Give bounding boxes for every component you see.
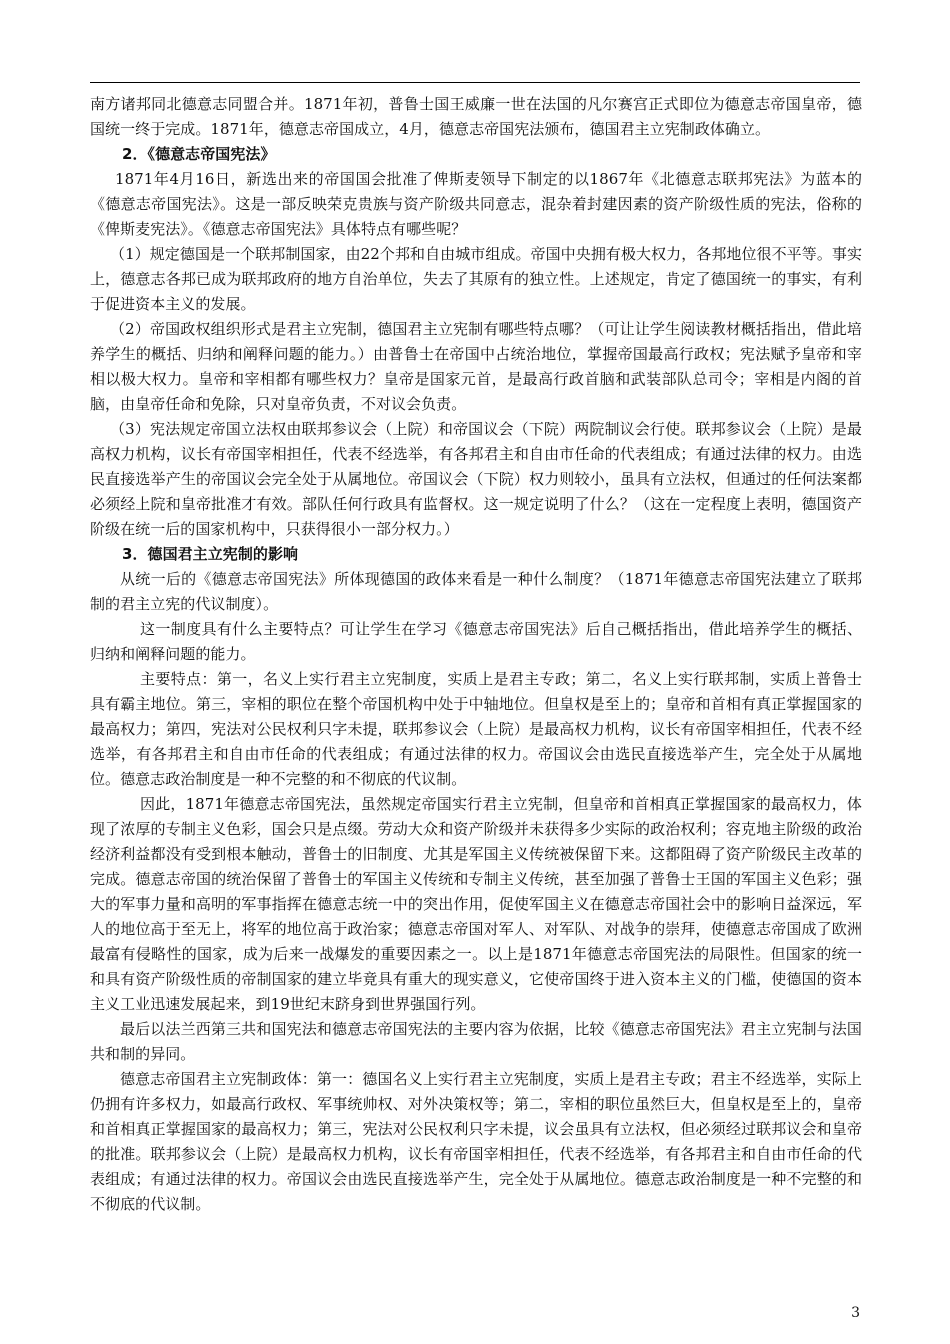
section-heading: 3．德国君主立宪制的影响: [122, 545, 299, 563]
paragraph: 因此，1871年德意志帝国宪法，虽然规定帝国实行君主立宪制，但皇帝和首相真正掌握国家的最高权力，体现了浓厚的专制主义色彩，国会只是点缀。劳动大众和资产阶级并未获得多少实际的政治权利；容克地主阶级的政治经济利益都没有受到根本触动，普鲁士的旧制度、尤其是军国主义传统被保留下来。这都阻碍了资产阶级民主改革的完成。德意志帝国的统治保留了普鲁士的军国主义传统和专制主义传统，甚至加强了普鲁士王国的军国主义色彩；强大的军事力量和高明的军事指挥在德意志统一中的突出作用，促使军国主义在德意志帝国社会中的影响日益深远，军人的地位高于至无上，将军的地位高于政治家；德意志帝国对军人、对军队、对战争的崇拜，使德意志帝国成了欧洲最富有侵略性的国家，成为后来一战爆发的重要因素之一。以上是1871年德意志帝国宪法的局限性。但国家的统一和具有资产阶级性质的帝制国家的建立毕竟具有重大的现实意义，它使帝国终于进入资本主义的门槛，使德国的资本主义工业迅速发展起来，到19世纪末跻身到世界强国行列。: [90, 795, 862, 1013]
header-rule: [90, 82, 860, 83]
page-number: 3: [851, 1305, 860, 1321]
paragraph: 最后以法兰西第三共和国宪法和德意志帝国宪法的主要内容为依据，比较《德意志帝国宪法》君主立宪制与法国共和制的异同。: [90, 1020, 862, 1063]
section-heading: 2．《德意志帝国宪法》: [122, 145, 276, 163]
paragraph: 从统一后的《德意志帝国宪法》所体现德国的政体来看是一种什么制度？（1871年德意志帝国宪法建立了联邦制的君主立宪的代议制度）。: [90, 570, 862, 613]
paragraph: 这一制度具有什么主要特点？可让学生在学习《德意志帝国宪法》后自己概括指出，借此培养学生的概括、归纳和阐释问题的能力。: [90, 620, 862, 663]
paragraph: 德意志帝国君主立宪制政体：第一：德国名义上实行君主立宪制度，实质上是君主专政；君主不经选举，实际上仍拥有许多权力，如最高行政权、军事统帅权、对外决策权等；第二，宰相的职位虽然巨大，但皇权是至上的，皇帝和首相真正掌握国家的最高权力；第三，宪法对公民权利只字未提，议会虽具有立法权，但必须经过联邦议会和皇帝的批准。联邦参议会（上院）是最高权力机构，议长有帝国宰相担任，代表不经选举，有各邦君主和自由市任命的代表组成；有通过法律的权力。帝国议会由选民直接选举产生，完全处于从属地位。德意志政治制度是一种不完整的和不彻底的代议制。: [90, 1070, 862, 1213]
paragraph: 1871年4月16日，新选出来的帝国国会批准了俾斯麦领导下制定的以1867年《北德意志联邦宪法》为蓝本的《德意志帝国宪法》。这是一部反映荣克贵族与资产阶级共同意志，混杂着封建因素的资产阶级性质的宪法，俗称的《俾斯麦宪法》。《德意志帝国宪法》具体特点有哪些呢？: [90, 170, 862, 238]
paragraph: 主要特点：第一，名义上实行君主立宪制度，实质上是君主专政；第二，名义上实行联邦制，实质上普鲁士具有霸主地位。第三，宰相的职位在整个帝国机构中处于中轴地位。但皇权是至上的；皇帝和首相有真正掌握国家的最高权力；第四，宪法对公民权利只字未提，联邦参议会（上院）是最高权力机构，议长有帝国宰相担任，代表不经选举，有各邦君主和自由市任命的代表组成；有通过法律的权力。帝国议会由选民直接选举产生，完全处于从属地位。德意志政治制度是一种不完整的和不彻底的代议制。: [90, 670, 862, 788]
paragraph: 南方诸邦同北德意志同盟合并。1871年初，普鲁士国王威廉一世在法国的凡尔赛宫正式即位为德意志帝国皇帝，德国统一终于完成。1871年，德意志帝国成立，4月，德意志帝国宪法颁布，德国君主立宪制政体确立。: [90, 95, 862, 138]
paragraph: （3）宪法规定帝国立法权由联邦参议会（上院）和帝国议会（下院）两院制议会行使。联邦参议会（上院）是最高权力机构，议长有帝国宰相担任，代表不经选举，有各邦君主和自由市任命的代表组成；有通过法律的权力。由选民直接选举产生的帝国议会完全处于从属地位。帝国议会（下院）权力则较小，虽具有立法权，但通过的任何法案都必须经上院和皇帝批准才有效。部队任何行政具有监督权。这一规定说明了什么？（这在一定程度上表明，德国资产阶级在统一后的国家机构中，只获得很小一部分权力。）: [90, 420, 862, 538]
paragraph: （1）规定德国是一个联邦制国家，由22个邦和自由城市组成。帝国中央拥有极大权力，各邦地位很不平等。事实上，德意志各邦已成为联邦政府的地方自治单位，失去了其原有的独立性。上述规定，肯定了德国统一的事实，有利于促进资本主义的发展。: [90, 245, 862, 313]
document-body: [90, 92, 862, 1217]
paragraph: （2）帝国政权组织形式是君主立宪制，德国君主立宪制有哪些特点哪？（可让让学生阅读教材概括指出，借此培养学生的概括、归纳和阐释问题的能力。）由普鲁士在帝国中占统治地位，掌握帝国最高行政权；宪法赋予皇帝和宰相以极大权力。皇帝和宰相都有哪些权力？皇帝是国家元首，是最高行政首脑和武装部队总司令；宰相是内阁的首脑，由皇帝任命和免除，只对皇帝负责，不对议会负责。: [90, 320, 862, 413]
